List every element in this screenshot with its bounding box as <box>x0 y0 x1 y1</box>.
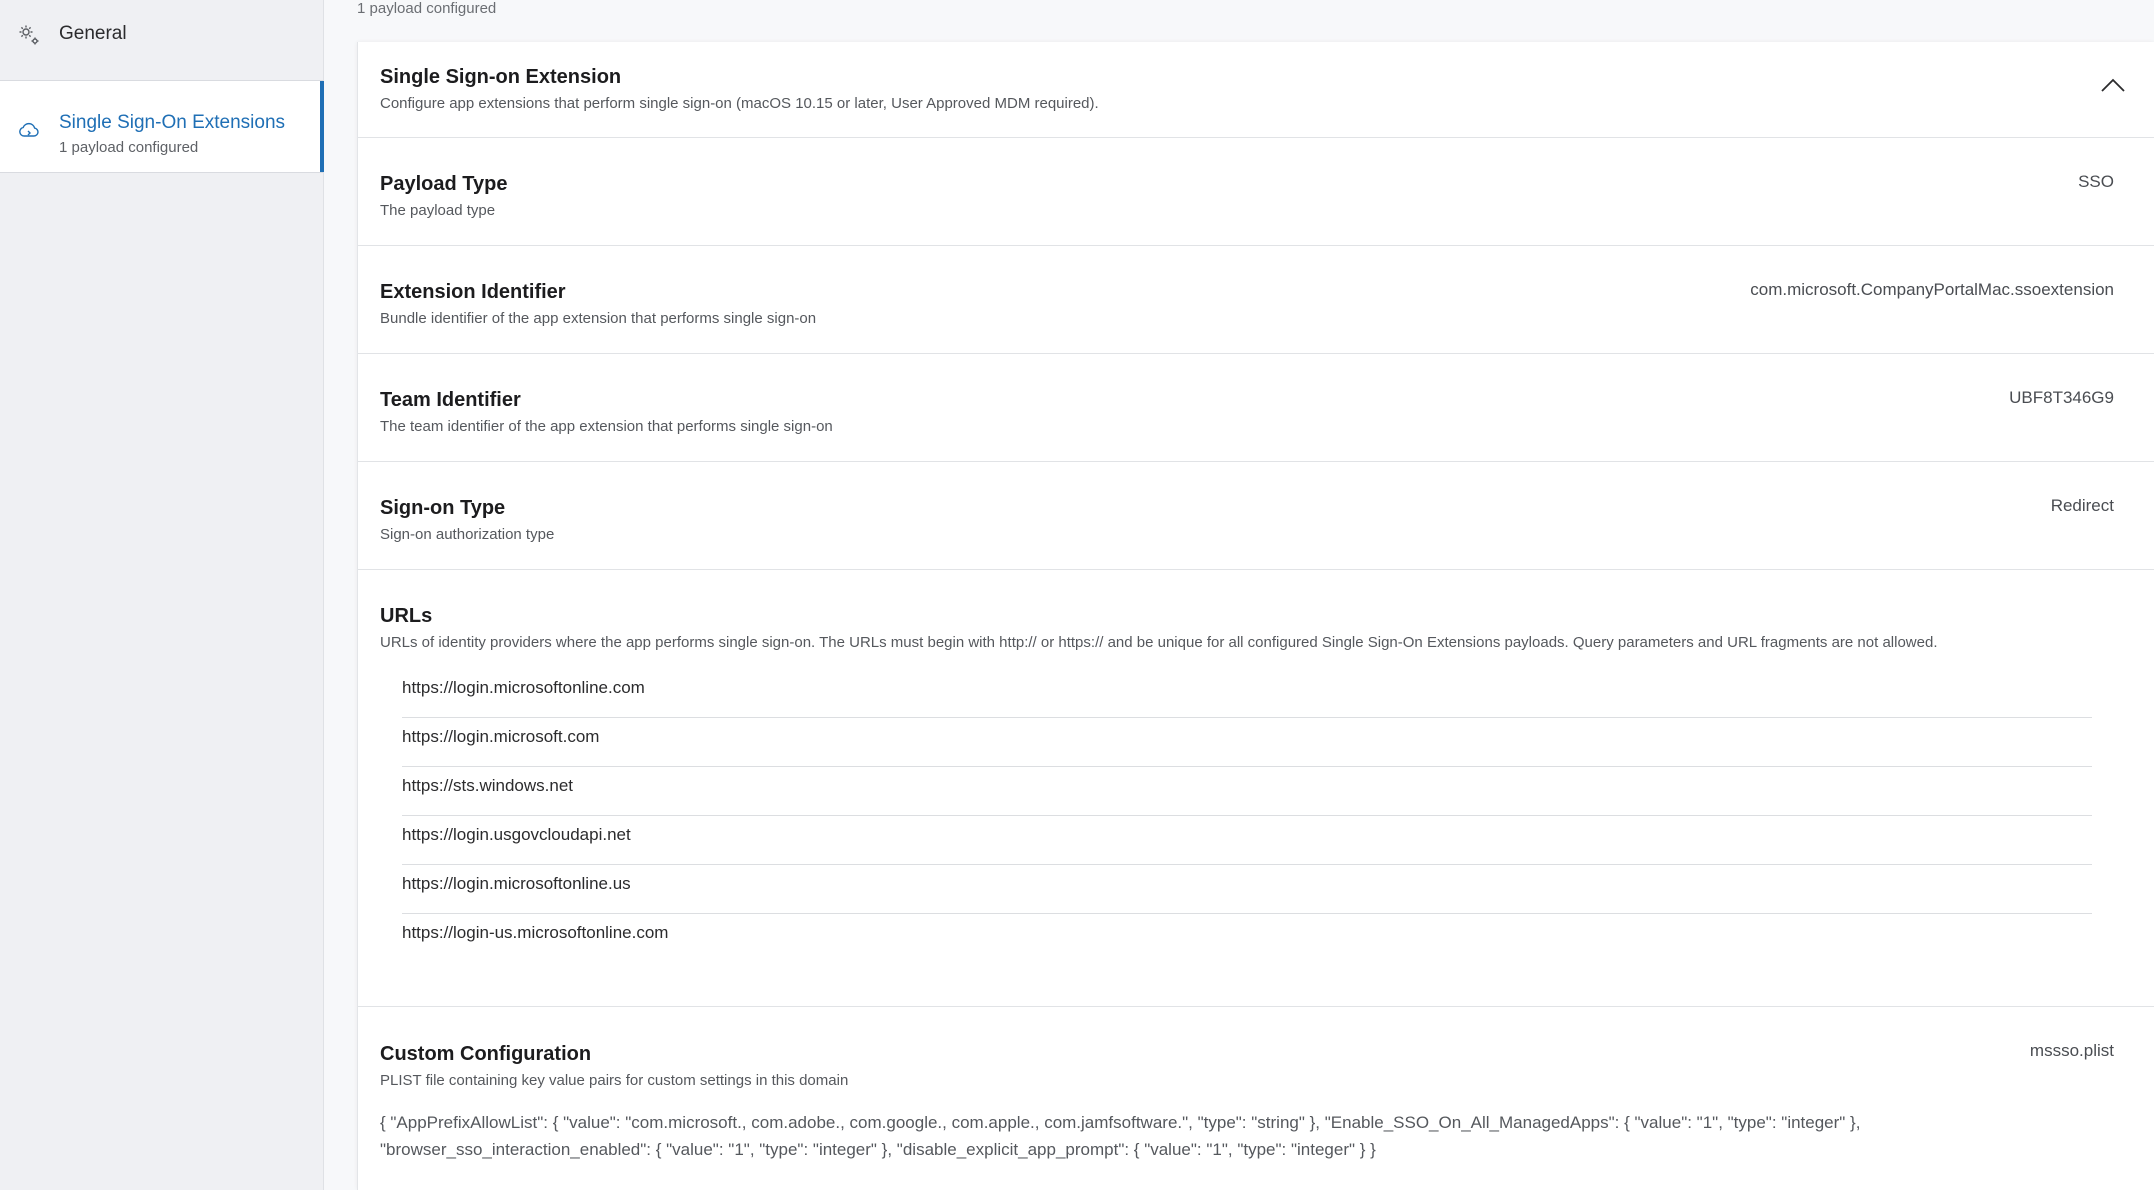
row-description: Sign-on authorization type <box>380 526 555 543</box>
custom-configuration-content: { "AppPrefixAllowList": { "value": "com.microsoft., com.adobe., com.google., com.apple., com.jamfsoftware.", "type": "string" }, "Enable_SSO_On_All_ManagedApps": { "value": "1", "type": "integer" }, "browser_sso_interaction_enabled": { "value": "1", "type": "integer" }, "disable_explicit_app_prompt": { "value": "1", "type": "integer" } } <box>380 1113 1861 1159</box>
row-title: Sign-on Type <box>380 497 506 519</box>
panel-description: Configure app extensions that perform single sign-on (macOS 10.15 or later, User Approved MDM required). <box>380 95 1099 112</box>
url-item: https://login.usgovcloudapi.net <box>402 816 2092 865</box>
row-description: Bundle identifier of the app extension that performs single sign-on <box>380 310 817 327</box>
payload-count-caption: 1 payload configured <box>357 0 497 17</box>
sign-on-type-row <box>358 462 2154 570</box>
sidebar-item-sso-extensions[interactable] <box>0 81 323 173</box>
urls-description: URLs of identity providers where the app performs single sign-on. The URLs must begin with http:// or https:// and be unique for all configured Single Sign-On Extensions payloads. Query parameters and URL fragments are not allowed. <box>380 634 1938 651</box>
row-title: Team Identifier <box>380 389 521 411</box>
url-item: https://login.microsoftonline.us <box>402 865 2092 914</box>
row-title: Extension Identifier <box>380 281 566 303</box>
cloud-icon <box>16 117 42 143</box>
custom-description: PLIST file containing key value pairs for custom settings in this domain <box>380 1072 849 1089</box>
row-value: SSO <box>2078 172 2114 191</box>
panel-title: Single Sign-on Extension <box>380 66 622 88</box>
row-description: The team identifier of the app extension that performs single sign-on <box>380 418 833 435</box>
sidebar <box>0 0 324 1190</box>
url-item: https://login.microsoftonline.com <box>402 669 2092 718</box>
row-value: Redirect <box>2050 496 2114 515</box>
url-item: https://login-us.microsoftonline.com <box>402 923 669 942</box>
chevron-up-icon[interactable] <box>2100 76 2126 96</box>
row-description: The payload type <box>380 202 496 219</box>
panel-header[interactable] <box>358 42 2154 138</box>
url-item: https://login.microsoft.com <box>402 718 2092 767</box>
custom-configuration-section <box>358 1007 2154 1187</box>
row-title: Payload Type <box>380 173 508 195</box>
urls-section <box>358 570 2154 1007</box>
sidebar-item-general[interactable] <box>0 0 323 81</box>
row-value: UBF8T346G9 <box>2009 388 2114 407</box>
url-item: https://sts.windows.net <box>402 767 2092 816</box>
url-list <box>402 669 2092 963</box>
gear-icon <box>16 22 42 48</box>
custom-file-name: mssso.plist <box>2029 1041 2114 1060</box>
sso-extension-panel <box>357 42 2154 1190</box>
team-identifier-row <box>358 354 2154 462</box>
sidebar-item-label: Single Sign-On Extensions <box>59 112 286 133</box>
sidebar-item-label: General <box>59 23 127 44</box>
payload-type-row <box>358 138 2154 246</box>
row-value: com.microsoft.CompanyPortalMac.ssoextension <box>1750 280 2114 299</box>
sidebar-item-subtitle: 1 payload configured <box>59 139 199 156</box>
urls-title: URLs <box>380 605 433 627</box>
extension-identifier-row <box>358 246 2154 354</box>
custom-title: Custom Configuration <box>380 1043 592 1065</box>
main-content <box>324 0 2154 1190</box>
